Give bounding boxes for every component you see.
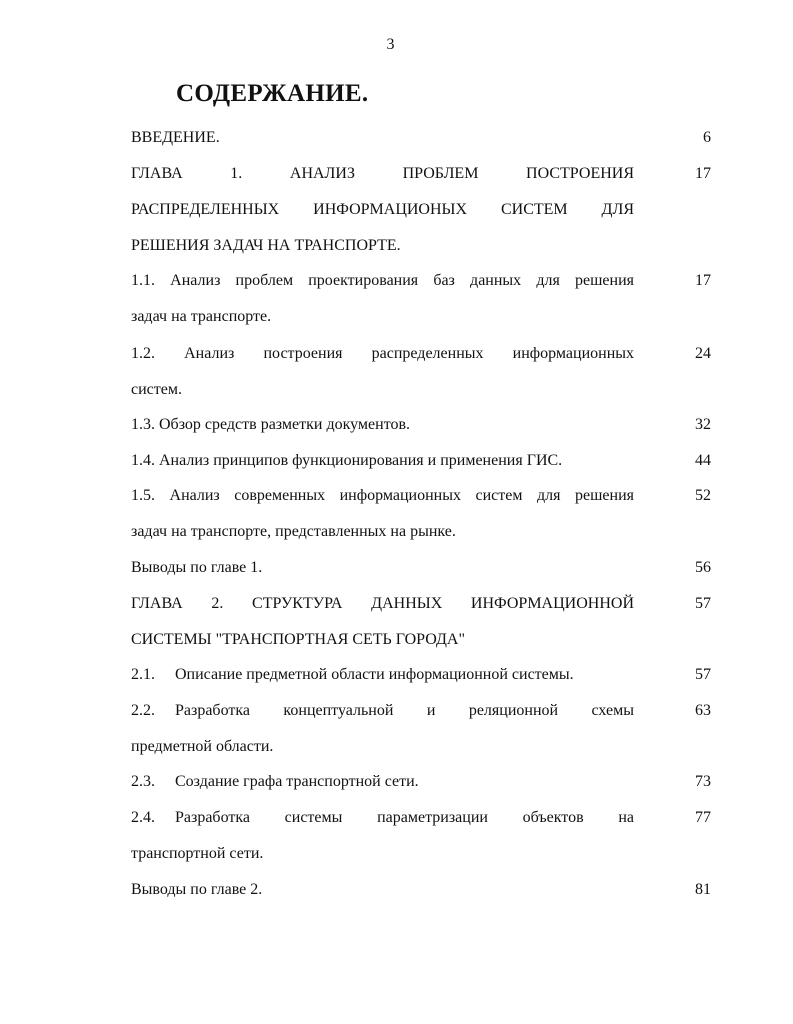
toc-entry-text: Создание графа транспортной сети. bbox=[175, 773, 419, 790]
toc-entry-text: 1.2. Анализ построения распределенных информационных bbox=[131, 345, 634, 362]
toc-entry-text: систем. bbox=[131, 381, 182, 398]
toc-entry-text: Выводы по главе 1. bbox=[131, 559, 263, 576]
toc-entry-number: 2.3. bbox=[131, 773, 155, 790]
toc-entry-page: 77 bbox=[695, 809, 711, 826]
toc-entry-page: 17 bbox=[695, 272, 711, 289]
toc-entry-text: транспортной сети. bbox=[131, 845, 264, 862]
toc-entry-page: 17 bbox=[695, 165, 711, 182]
toc-entry-text: 1.4. Анализ принципов функционирования и применения ГИС. bbox=[131, 452, 563, 469]
toc-entry-text: 1.3. Обзор средств разметки документов. bbox=[131, 416, 411, 433]
toc-entry-page: 73 bbox=[695, 773, 711, 790]
toc-entry-page: 57 bbox=[695, 595, 711, 612]
toc-entry-text: Разработка концептуальной и реляционной схемы bbox=[175, 702, 634, 719]
toc-entry-page: 44 bbox=[695, 452, 711, 469]
toc-entry-number: 2.4. bbox=[131, 809, 155, 826]
toc-entry-text: РАСПРЕДЕЛЕННЫХ ИНФОРМАЦИОНЫХ СИСТЕМ ДЛЯ bbox=[131, 201, 634, 218]
toc-entry-page: 52 bbox=[695, 487, 711, 504]
toc-entry-page: 57 bbox=[695, 666, 711, 683]
toc-entry-text: Описание предметной области информационной системы. bbox=[175, 666, 574, 683]
toc-entry-page: 6 bbox=[703, 129, 711, 146]
toc-entry-text: ВВЕДЕНИЕ. bbox=[131, 129, 220, 146]
toc-entry-text: СИСТЕМЫ "ТРАНСПОРТНАЯ СЕТЬ ГОРОДА" bbox=[131, 631, 465, 648]
toc-entry-text: Разработка системы параметризации объектов на bbox=[175, 809, 634, 826]
toc-entry-text: ГЛАВА 2. СТРУКТУРА ДАННЫХ ИНФОРМАЦИОННОЙ bbox=[131, 595, 634, 612]
toc-entry-page: 56 bbox=[695, 559, 711, 576]
toc-entry-number: 2.2. bbox=[131, 702, 155, 719]
toc-entry-text: Выводы по главе 2. bbox=[131, 881, 263, 898]
toc-entry-text: задач на транспорте. bbox=[131, 308, 272, 325]
page-title: СОДЕРЖАНИЕ. bbox=[176, 80, 369, 107]
toc-entry-page: 81 bbox=[695, 881, 711, 898]
toc-entry-page: 32 bbox=[695, 416, 711, 433]
page-number: 3 bbox=[386, 36, 395, 53]
toc-entry-text: РЕШЕНИЯ ЗАДАЧ НА ТРАНСПОРТЕ. bbox=[131, 237, 401, 254]
toc-entry-text: 1.1. Анализ проблем проектирования баз данных для решения bbox=[131, 272, 634, 289]
toc-entry-page: 24 bbox=[695, 345, 711, 362]
toc-entry-number: 2.1. bbox=[131, 666, 155, 683]
toc-entry-text: 1.5. Анализ современных информационных систем для решения bbox=[131, 487, 634, 504]
toc-entry-page: 63 bbox=[695, 702, 711, 719]
toc-entry-text: ГЛАВА 1. АНАЛИЗ ПРОБЛЕМ ПОСТРОЕНИЯ bbox=[131, 165, 634, 182]
toc-entry-text: предметной области. bbox=[131, 738, 274, 755]
toc-entry-text: задач на транспорте, представленных на рынке. bbox=[131, 523, 456, 540]
